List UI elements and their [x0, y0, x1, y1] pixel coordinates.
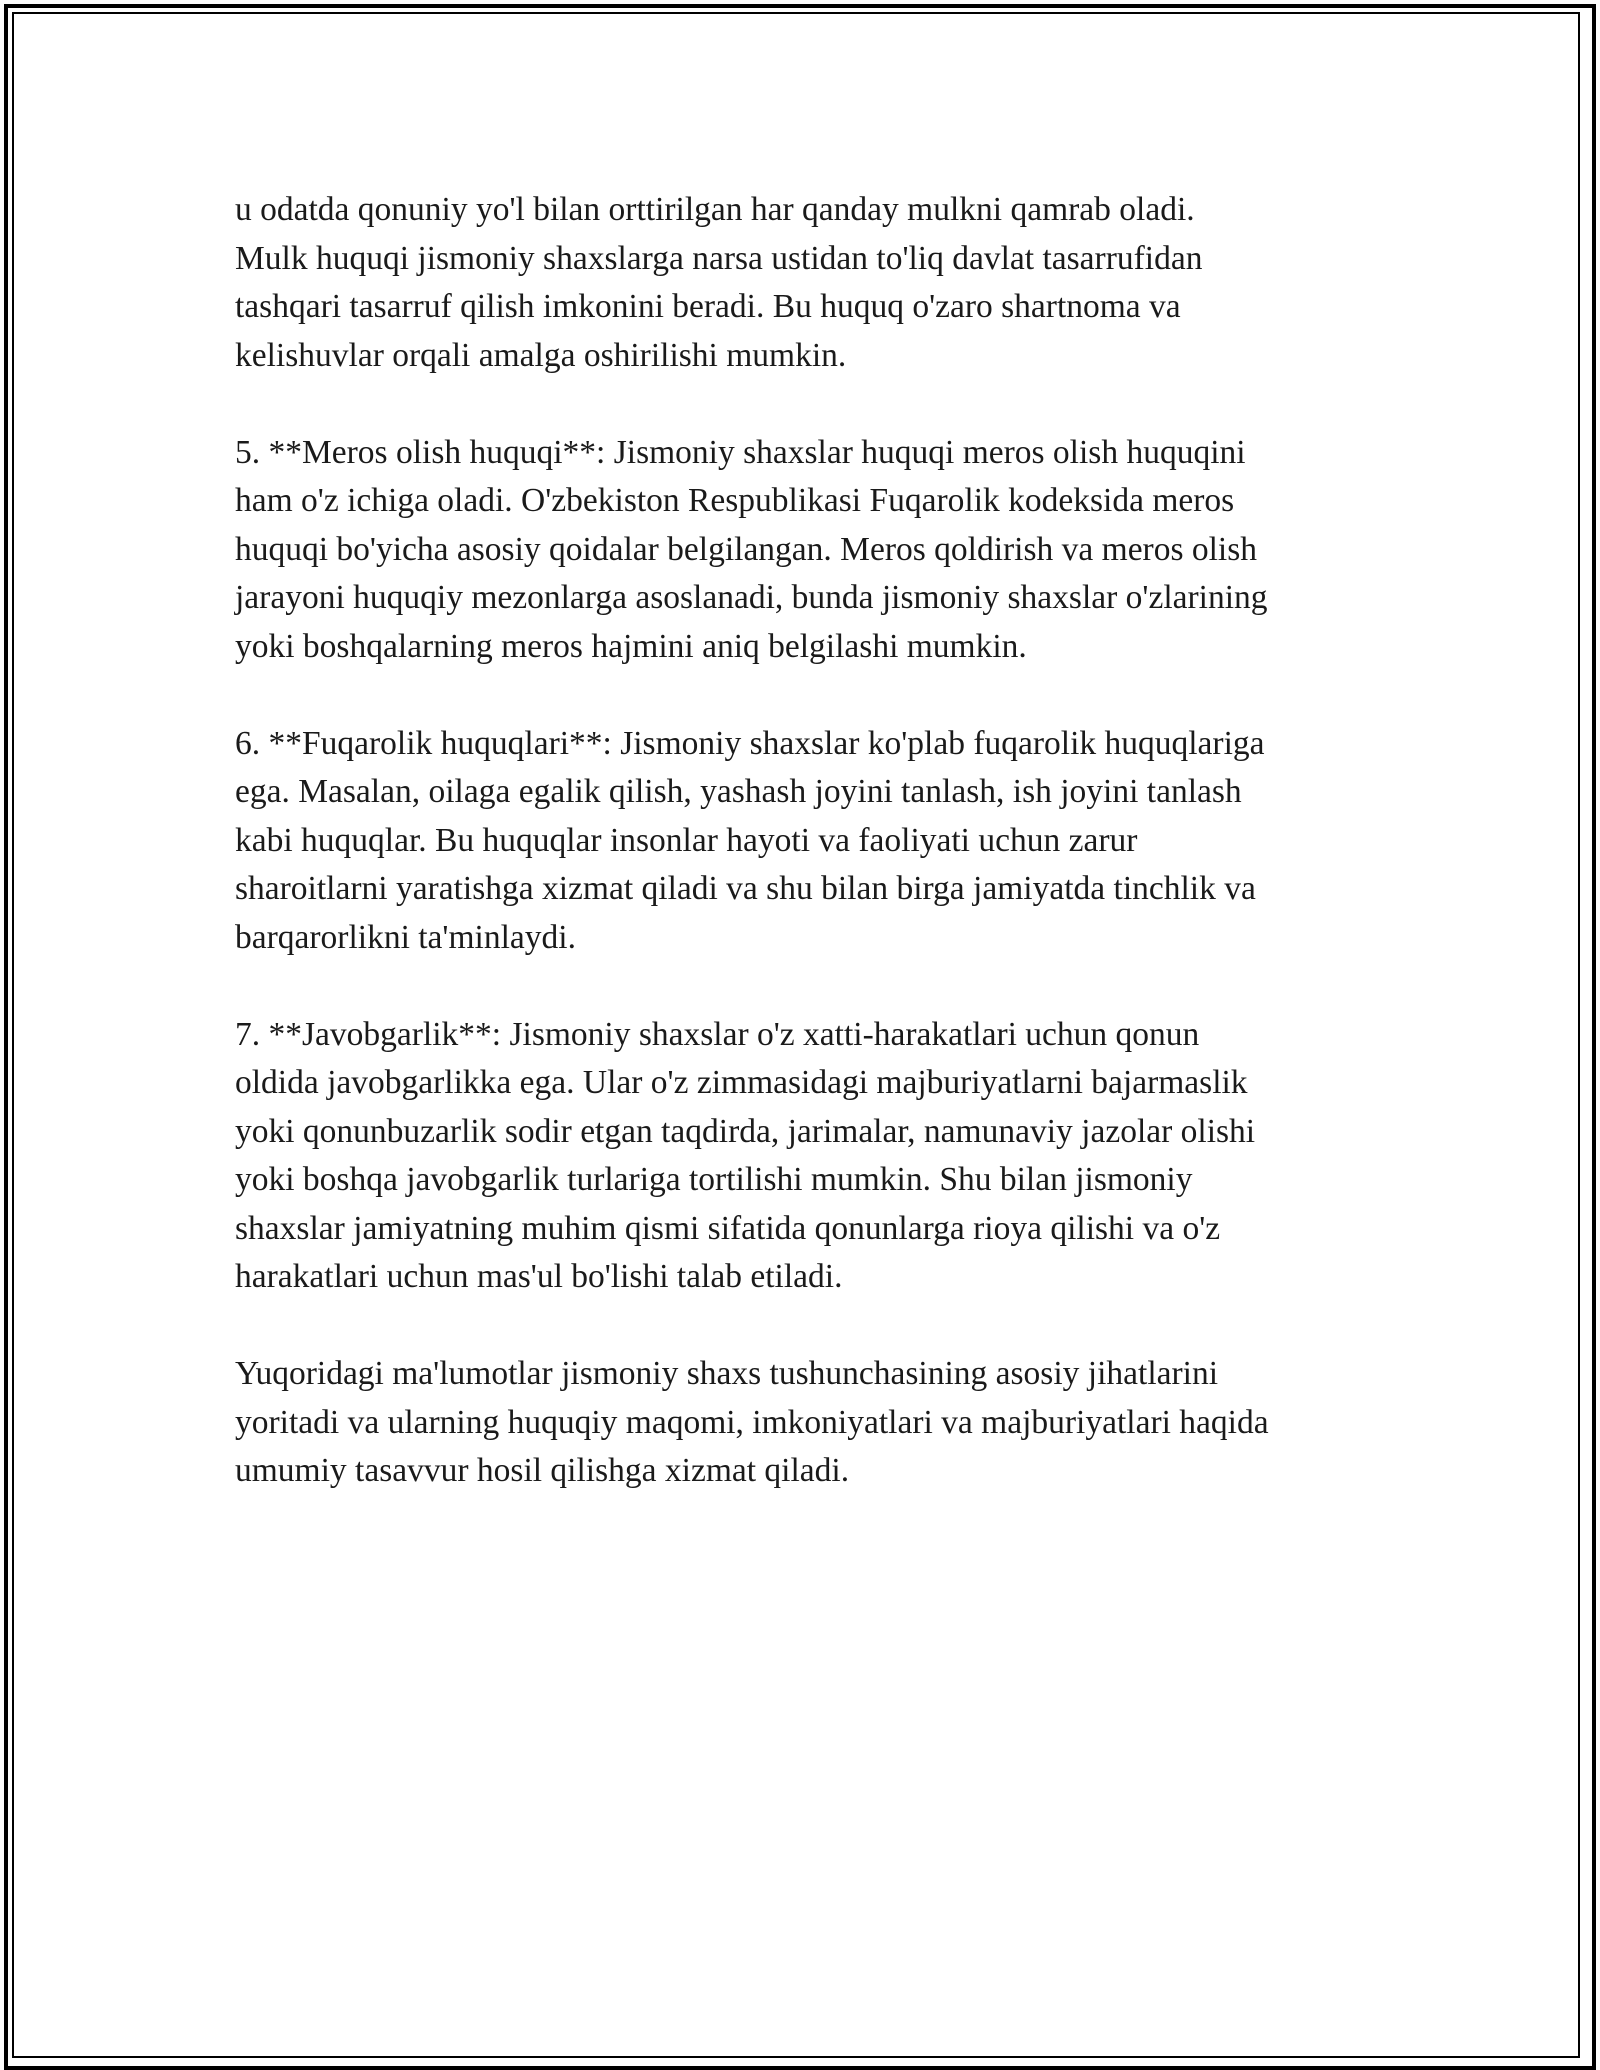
document-body [235, 186, 1385, 1496]
paragraph-property-rights-continued: u odatda qonuniy yo'l bilan orttirilgan har qanday mulkni qamrab oladi. Mulk huquqi jismoniy shaxslarga narsa ustidan to'liq davlat tasarrufidan tashqari tasarruf qilish imkonini beradi. Bu huquq o'zaro shartnoma va kelishuvlar orqali amalga oshirilishi mumkin. [235, 191, 1203, 374]
paragraph-inheritance-rights: 5. **Meros olish huquqi**: Jismoniy shaxslar huquqi meros olish huquqini ham o'z ichiga oladi. O'zbekiston Respublikasi Fuqarolik kodeksida meros huquqi bo'yicha asosiy qoidalar belgilangan. Meros qoldirish va meros olish jarayoni huquqiy mezonlarga asoslanadi, bunda jismoniy shaxslar o'zlarining yoki boshqalarning meros hajmini aniq belgilashi mumkin. [235, 433, 1268, 665]
paragraph-conclusion: Yuqoridagi ma'lumotlar jismoniy shaxs tushunchasining asosiy jihatlarini yoritadi va ularning huquqiy maqomi, imkoniyatlari va majburiyatlari haqida umumiy tasavvur hosil qilishga xizmat qiladi. [235, 1355, 1269, 1489]
paragraph-liability: 7. **Javobgarlik**: Jismoniy shaxslar o'z xatti-harakatlari uchun qonun oldida javobgarlikka ega. Ular o'z zimmasidagi majburiyatlarni bajarmaslik yoki qonunbuzarlik sodir etgan taqdirda, jarimalar, namunaviy jazolar olishi yoki boshqa javobgarlik turlariga tortilishi mumkin. Shu bilan jismoniy shaxslar jamiyatning muhim qismi sifatida qonunlarga rioya qilishi va o'z harakatlari uchun mas'ul bo'lishi talab etiladi. [235, 1015, 1256, 1295]
paragraph-civil-rights: 6. **Fuqarolik huquqlari**: Jismoniy shaxslar ko'plab fuqarolik huquqlariga ega. Masalan, oilaga egalik qilish, yashash joyini tanlash, ish joyini tanlash kabi huquqlar. Bu huquqlar insonlar hayoti va faoliyati uchun zarur sharoitlarni yaratishga xizmat qiladi va shu bilan birga jamiyatda tinchlik va barqarorlikni ta'minlaydi. [235, 724, 1265, 956]
